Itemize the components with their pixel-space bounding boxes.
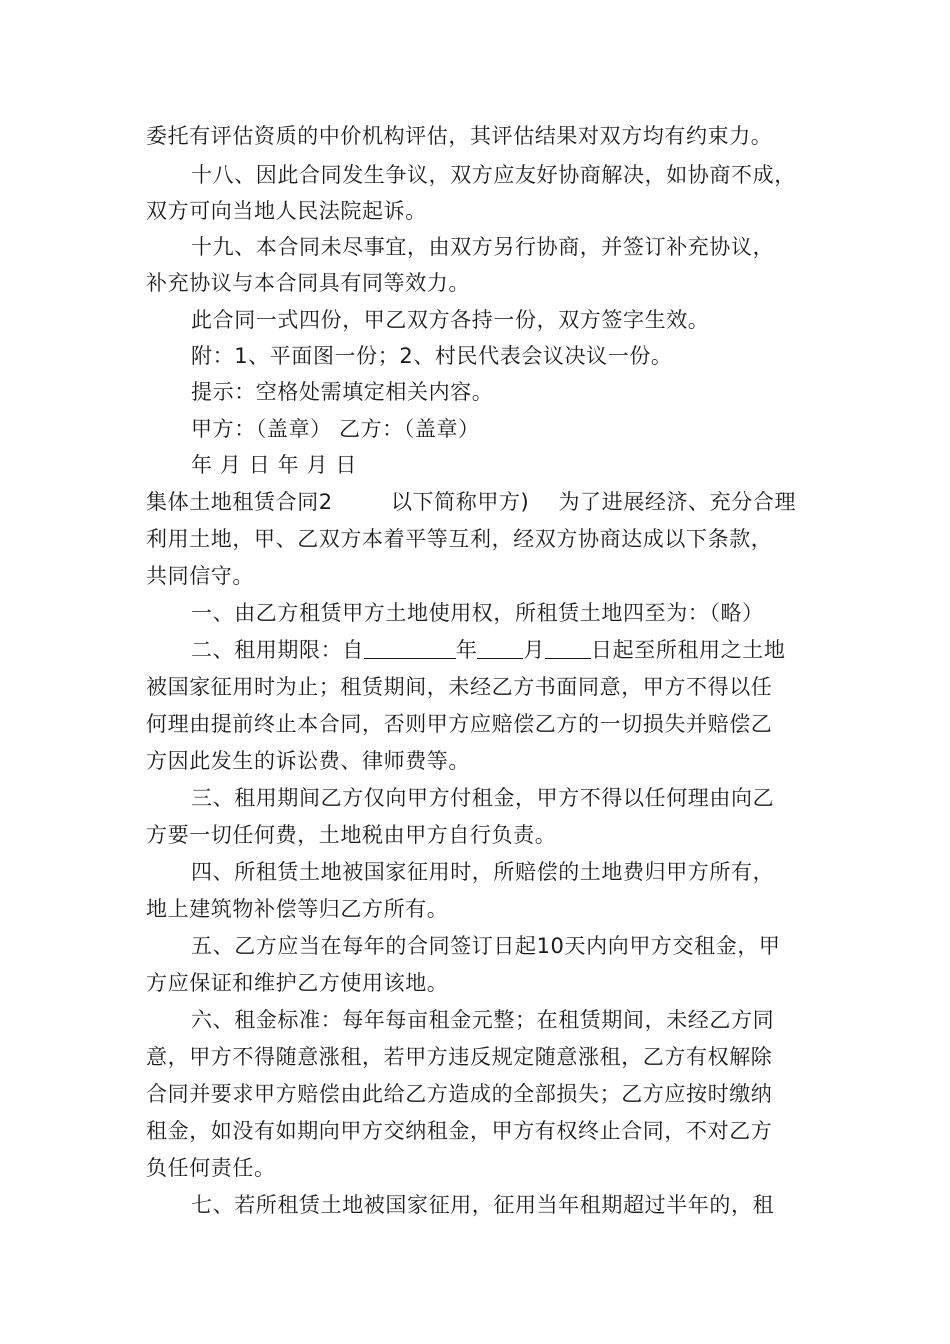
text-line	[0, 265, 950, 302]
text-line	[0, 595, 950, 632]
line-text: 委托有评估资质的中价机构评估，其评估结果对双方均有约束力。	[146, 124, 773, 148]
line-text: 利用土地，甲、乙双方本着平等互利，经双方协商达成以下条款，	[146, 527, 773, 551]
text-line-with-blanks	[0, 632, 950, 669]
day-blank	[545, 638, 591, 659]
line-text: 一、由乙方租赁甲方土地使用权，所租赁土地四至为：（略）	[191, 601, 764, 625]
line-text: 七、若所租赁土地被国家征用，征用当年租期超过半年的，租	[191, 1193, 775, 1217]
text-line	[0, 193, 950, 230]
line-text: 月	[523, 638, 546, 662]
line-text: 方因此发生的诉讼费、律师费等。	[146, 749, 470, 773]
line-text: 租金，如没有如期向甲方交纳租金，甲方有权终止合同，不对乙方	[146, 1119, 773, 1143]
line-text: 甲方：（盖章） 乙方：（盖章）	[191, 417, 480, 441]
line-text: 三、租用期间乙方仅向甲方付租金，甲方不得以任何理由向乙	[191, 786, 775, 810]
line-text: 补充协议与本合同具有同等效力。	[146, 271, 470, 295]
text-line	[0, 965, 950, 1002]
line-text: 合同并要求甲方赔偿由此给乙方造成的全部损失；乙方应按时缴纳	[146, 1082, 773, 1106]
line-text: 十九、本合同未尽事宜，由双方另行协商，并签订补充协议，	[191, 235, 775, 259]
line-text: 双方可向当地人民法院起诉。	[146, 199, 427, 223]
text-line	[0, 118, 950, 155]
line-text: 集体土地租赁合同2 以下简称甲方) 为了进展经济、充分合理	[146, 490, 797, 514]
line-text: 负任何责任。	[146, 1156, 276, 1180]
line-text: 六、租金标准：每年每亩租金元整；在租赁期间，未经乙方同	[191, 1008, 775, 1032]
text-line	[0, 1150, 950, 1187]
text-line	[0, 743, 950, 780]
text-line	[0, 1002, 950, 1039]
rental-term-line	[191, 632, 785, 669]
line-text: 提示：空格处需填定相关内容。	[191, 380, 494, 404]
line-text: 方应保证和维护乙方使用该地。	[146, 971, 449, 995]
text-line	[0, 780, 950, 817]
line-text: 被国家征用时为止；租赁期间，未经乙方书面同意，甲方不得以任	[146, 675, 773, 699]
text-line	[0, 1187, 950, 1224]
line-text: 方要一切任何费，土地税由甲方自行负责。	[146, 823, 557, 847]
text-line	[0, 1039, 950, 1076]
line-text: 意，甲方不得随意涨租，若甲方违反规定随意涨租，乙方有权解除	[146, 1045, 773, 1069]
text-line	[0, 558, 950, 595]
text-line	[0, 157, 950, 194]
text-line	[0, 928, 950, 965]
line-text: 年	[455, 638, 478, 662]
line-text: 附：1、平面图一份；2、村民代表会议决议一份。	[191, 344, 673, 368]
line-text: 共同信守。	[146, 564, 254, 588]
text-line	[0, 229, 950, 266]
text-line	[0, 1076, 950, 1113]
text-line	[0, 411, 950, 448]
text-line	[0, 302, 950, 339]
text-line	[0, 1113, 950, 1150]
line-text: 五、乙方应当在每年的合同签订日起10天内向甲方交租金，甲	[191, 934, 781, 958]
year-blank	[364, 638, 456, 659]
line-text: 此合同一式四份，甲乙双方各持一份，双方签字生效。	[191, 308, 710, 332]
text-line	[0, 374, 950, 411]
text-line	[0, 338, 950, 375]
text-line	[0, 669, 950, 706]
line-text: 日起至所租用之土地	[591, 638, 786, 662]
line-text: 地上建筑物补偿等归乙方所有。	[146, 897, 449, 921]
line-text: 四、所租赁土地被国家征用时，所赔偿的土地费归甲方所有，	[191, 860, 775, 884]
text-line	[0, 854, 950, 891]
text-line	[0, 484, 950, 521]
line-text: 二、租用期限：自	[191, 638, 364, 662]
text-line	[0, 521, 950, 558]
month-blank	[477, 638, 523, 659]
text-line	[0, 447, 950, 484]
line-text: 年 月 日 年 月 日	[191, 453, 357, 477]
text-line	[0, 817, 950, 854]
line-text: 何理由提前终止本合同，否则甲方应赔偿乙方的一切损失并赔偿乙	[146, 712, 773, 736]
line-text: 十八、因此合同发生争议，双方应友好协商解决，如协商不成，	[191, 163, 796, 187]
text-line	[0, 891, 950, 928]
text-line	[0, 706, 950, 743]
